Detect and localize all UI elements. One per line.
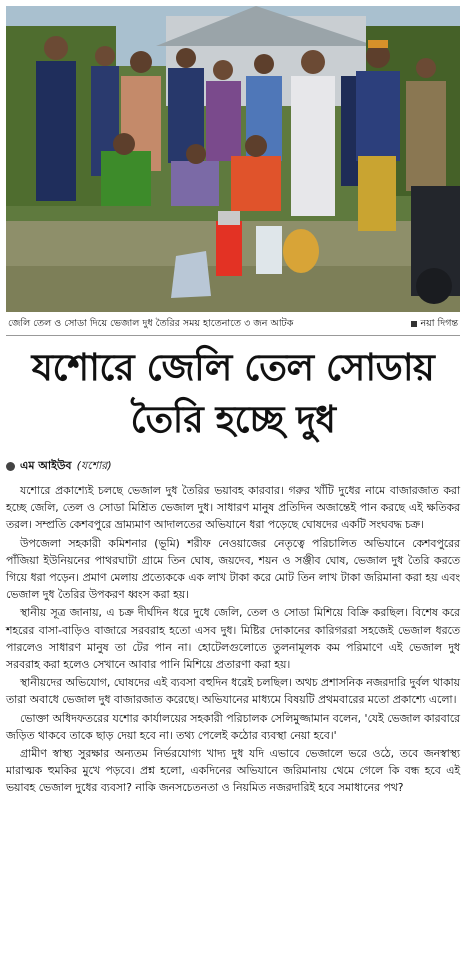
article-paragraph-6: গ্রামীণ স্বাস্থ্য সুরক্ষার অন্যতম নির্ভরযোগ্য খাদ্য দুধ যদি এভাবে ভেজালে ভরে ওঠে, তবে জনস্বাস্থ্য মারাত্মক হুমকির মুখে পড়বে। প্রশ্ন হলো, একদিনের অভিযানে জরিমানায় থেমে গেলে কি বন্ধ হবে এই ভয়াবহ ভেজাল দুধের ব্যবসা? নাকি জনসচেতনতা ও নিয়মিত নজরদারিই হবে সমাধানের পথ? bbox=[6, 747, 460, 795]
headline bbox=[6, 342, 460, 446]
article-body bbox=[6, 482, 460, 798]
article-paragraph-2: উপজেলা সহকারী কমিশনার (ভূমি) শরীফ নেওয়াজের নেতৃত্বে পরিচালিত অভিযানে কেশবপুরের পাঁজিয়া ইউনিয়নের পাথরঘাটা গ্রামে তিন ঘোষ, জয়দেব, শয়ন ও সঞ্জীব ঘোষ, ভেজাল দুধ তৈরি করতে গিয়ে ধরা পড়েন। প্রমাণ মেলায় প্রত্যেককে এক লাখ টাকা করে মোট তিন লাখ টাকা জরিমানা করা হয় এবং ভেজাল দুধ তৈরির উপকরণ ধ্বংস করা হয়। bbox=[6, 536, 460, 602]
square-bullet-icon bbox=[411, 321, 417, 327]
article-paragraph-1: যশোরে প্রকাশ্যেই চলছে ভেজাল দুধ তৈরির ভয়াবহ কারবার। গরুর খাঁটি দুধের নামে বাজারজাত করা হচ্ছে জেলি, তেল ও সোডা মিশ্রিত ভেজাল দুধ। সাধারণ মানুষ প্রতিদিন অজান্তেই পান করছে এই ক্ষতিকর তরল। সম্প্রতি কেশবপুরে ভ্রাম্যমাণ আদালতের অভিযানে ধরা পড়েছে ঘোষদের একটি সংঘবদ্ধ চক্র। bbox=[6, 484, 460, 532]
photo-credit bbox=[411, 317, 460, 332]
article-paragraph-5: ভোক্তা অধিদফতরের যশোর কার্যালয়ের সহকারী পরিচালক সেলিমুজ্জামান বলেন, 'যেই ভেজাল কারবারে জড়িত থাকবে তাকে ছাড় দেয়া হবে না। তথ্য পেলেই কঠোর ব্যবস্থা নেয়া হবে।' bbox=[6, 711, 460, 742]
article-paragraph-3: স্থানীয় সূত্র জানায়, এ চক্র দীর্ঘদিন ধরে দুধে জেলি, তেল ও সোডা মিশিয়ে বিক্রি করছিল। বিশেষ করে শহরের বাসা-বাড়িও বাজারে সরবরাহ হতো এসব দুধ। মিষ্টির দোকানের কারিগররা সহজেই ভেজাল ধরতে পারলেও সাধারণ মানুষ তা টের পান না। হোটেলগুলোতে তুলনামূলক কম পরিমাণে এই ভেজাল দুধ সরবরাহ করা হলেও সেখানে আবার পানি মিশিয়ে প্রতারণা করা হয়। bbox=[6, 606, 460, 672]
byline bbox=[6, 457, 460, 475]
news-photo bbox=[6, 6, 460, 312]
photo-caption: জেলি তেল ও সোডা দিয়ে ভেজাল দুধ তৈরির সময় হাতেনাতে ৩ জন আটক bbox=[8, 317, 294, 329]
photo-caption-bar bbox=[6, 313, 460, 336]
byline-bullet-icon bbox=[6, 462, 15, 471]
headline-line-2: তৈরি হচ্ছে দুধ bbox=[130, 398, 336, 441]
byline-author: এম আইউব bbox=[20, 458, 72, 472]
photo-credit-label: নয়া দিগন্ত bbox=[420, 317, 458, 329]
headline-line-1: যশোরে জেলি তেল সোডায় bbox=[31, 346, 435, 389]
article-paragraph-4: স্থানীয়দের অভিযোগ, ঘোষদের এই ব্যবসা বহুদিন ধরেই চলছিল। অথচ প্রশাসনিক নজরদারি দুর্বল থাকায় তারা অবাধে ভেজাল দুধ বাজারজাত করেছে। অভিযানের মাধ্যমে বিষয়টি প্রথমবারের মতো প্রকাশ্যে এলো। bbox=[6, 676, 460, 707]
byline-place: (যশোর) bbox=[76, 458, 112, 472]
